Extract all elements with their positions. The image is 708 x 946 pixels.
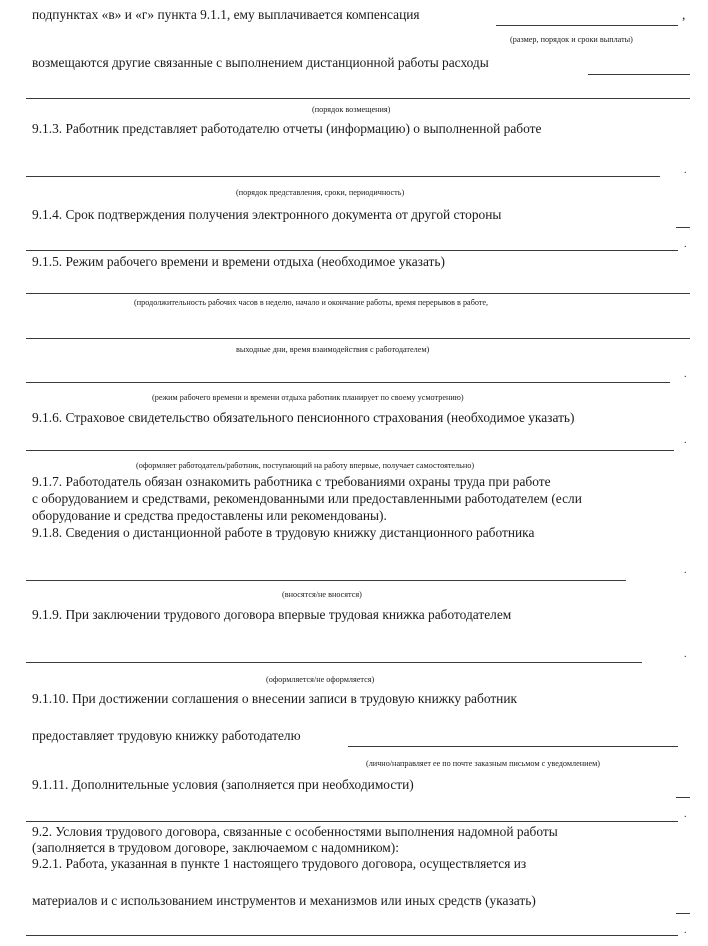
- clause-9-2-line-2: (заполняется в трудовом договоре, заключаемом с надомником):: [32, 840, 399, 855]
- clause-9-1-7-line-3: оборудование и средства предоставлены или рекомендованы).: [32, 508, 387, 523]
- dot-mark: .: [684, 809, 687, 820]
- blank-expenses-2: [26, 98, 690, 99]
- blank-expenses-1: [588, 74, 690, 75]
- caption-employment-record: (вносятся/не вносятся): [282, 590, 362, 599]
- blank-work-hours-2: [26, 338, 690, 339]
- blank-confirmation-1: [676, 227, 690, 228]
- dot-mark: .: [684, 239, 687, 250]
- blank-reports: [26, 176, 660, 177]
- caption-workbook: (оформляется/не оформляется): [266, 675, 375, 684]
- caption-schedule: (режим рабочего времени и времени отдыха работник планирует по своему усмотрению): [152, 393, 464, 402]
- comma: ,: [682, 7, 686, 22]
- clause-9-1-4: 9.1.4. Срок подтверждения получения электронного документа от другой стороны: [32, 207, 502, 222]
- blank-employment-record: [26, 580, 626, 581]
- caption-compensation: (размер, порядок и сроки выплаты): [510, 35, 633, 44]
- text-expenses: возмещаются другие связанные с выполнением дистанционной работы расходы: [32, 55, 489, 70]
- dot-mark: .: [684, 649, 687, 660]
- caption-work-hours: (продолжительность рабочих часов в неделю, начало и окончание работы, время перерывов в работе,: [134, 298, 489, 307]
- clause-9-1-10-line-1: 9.1.10. При достижении соглашения о внесении записи в трудовую книжку работник: [32, 691, 518, 706]
- blank-work-hours-1: [26, 293, 690, 294]
- dot-mark: .: [684, 165, 687, 176]
- dot-mark: .: [684, 925, 687, 936]
- blank-additional-2: [26, 821, 678, 822]
- caption-days-off: выходные дни, время взаимодействия с работодателем): [236, 345, 430, 354]
- dot-mark: .: [684, 565, 687, 576]
- clause-9-1-10-line-2: предоставляет трудовую книжку работодателю: [32, 728, 301, 743]
- clause-9-1-3: 9.1.3. Работник представляет работодателю отчеты (информацию) о выполненной работе: [32, 121, 542, 136]
- caption-reports: (порядок представления, сроки, периодичность): [236, 188, 405, 197]
- clause-9-1-9: 9.1.9. При заключении трудового договора впервые трудовая книжка работодателем: [32, 607, 512, 622]
- blank-workbook-delivery: [348, 746, 678, 747]
- caption-insurance: (оформляет работодатель/работник, поступающий на работу впервые, получает самостоятельно): [136, 461, 475, 470]
- clause-9-1-8: 9.1.8. Сведения о дистанционной работе в трудовую книжку дистанционного работника: [32, 525, 535, 540]
- blank-materials-1: [676, 913, 690, 914]
- blank-insurance: [26, 450, 674, 451]
- caption-workbook-delivery: (лично/направляет ее по почте заказным письмом с уведомлением): [366, 759, 601, 768]
- clause-9-1-11: 9.1.11. Дополнительные условия (заполняется при необходимости): [32, 777, 414, 792]
- blank-additional-1: [676, 797, 690, 798]
- clause-9-2-1-line-2: материалов и с использованием инструментов и механизмов или иных средств (указать): [32, 893, 536, 908]
- clause-9-2-1-line-1: 9.2.1. Работа, указанная в пункте 1 настоящего трудового договора, осуществляется из: [32, 856, 527, 871]
- clause-9-1-5: 9.1.5. Режим рабочего времени и времени отдыха (необходимое указать): [32, 254, 445, 269]
- blank-compensation: [496, 25, 678, 26]
- clause-9-2-line-1: 9.2. Условия трудового договора, связанные с особенностями выполнения надомной работы: [32, 824, 558, 839]
- dot-mark: .: [684, 369, 687, 380]
- blank-confirmation-2: [26, 250, 678, 251]
- text-compensation: подпунктах «в» и «г» пункта 9.1.1, ему выплачивается компенсация: [32, 7, 420, 22]
- blank-workbook: [26, 662, 642, 663]
- clause-9-1-6: 9.1.6. Страховое свидетельство обязательного пенсионного страхования (необходимое указать): [32, 410, 575, 425]
- blank-work-hours-3: [26, 382, 670, 383]
- clause-9-1-7-line-1: 9.1.7. Работодатель обязан ознакомить работника с требованиями охраны труда при работе: [32, 474, 551, 489]
- caption-reimbursement: (порядок возмещения): [312, 105, 391, 114]
- clause-9-1-7-line-2: с оборудованием и средствами, рекомендованными или предоставленными работодателем (если: [32, 491, 582, 506]
- dot-mark: .: [684, 435, 687, 446]
- blank-materials-2: [26, 935, 678, 936]
